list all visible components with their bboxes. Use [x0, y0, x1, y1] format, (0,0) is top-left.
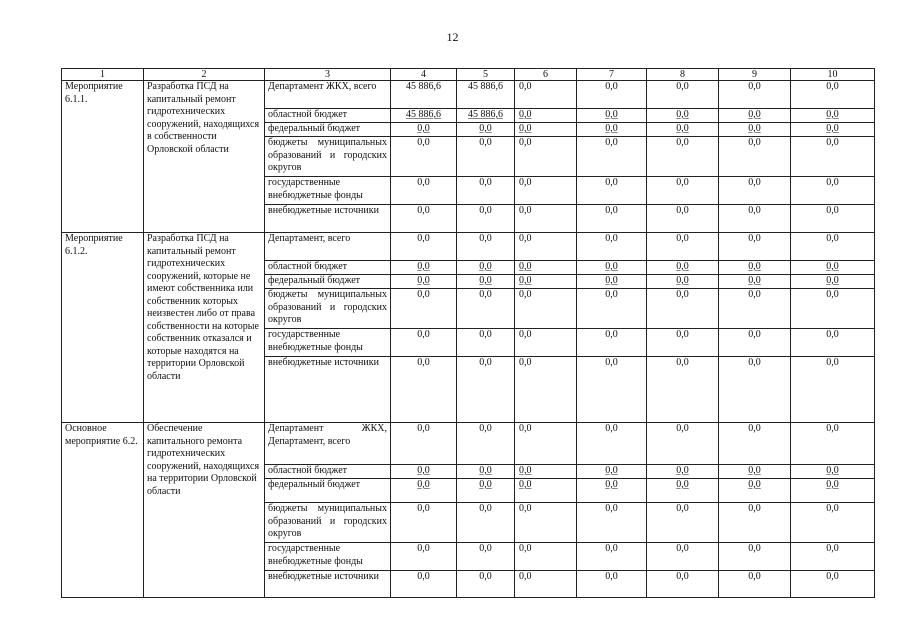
value-cell: 0,0: [577, 177, 647, 205]
value-cell: 0,0: [391, 123, 457, 137]
value-cell: 45 886,6: [457, 81, 515, 109]
value-cell: 0,0: [719, 233, 791, 261]
value-cell: 0,0: [457, 503, 515, 543]
value-cell: 0,0: [457, 261, 515, 275]
funding-source-cell: областной бюджет: [265, 465, 391, 479]
value-cell: 0,0: [577, 543, 647, 571]
value-cell: 0,0: [719, 543, 791, 571]
header-row: [62, 69, 875, 81]
activity-cell: Мероприятие 6.1.1.: [62, 81, 144, 233]
value-cell: 0,0: [577, 81, 647, 109]
column-header: 5: [457, 69, 515, 81]
table-row: [62, 81, 875, 109]
value-cell: 0,0: [515, 275, 577, 289]
value-cell: 0,0: [515, 329, 577, 357]
value-cell: 0,0: [791, 503, 875, 543]
value-cell: 0,0: [791, 109, 875, 123]
value-cell: 0,0: [647, 205, 719, 233]
value-cell: 0,0: [515, 479, 577, 503]
funding-source-cell: внебюджетные источники: [265, 357, 391, 423]
value-cell: 0,0: [791, 137, 875, 177]
funding-source-cell: областной бюджет: [265, 261, 391, 275]
value-cell: 0,0: [647, 479, 719, 503]
value-cell: 0,0: [515, 289, 577, 329]
value-cell: 0,0: [577, 329, 647, 357]
value-cell: 45 886,6: [457, 109, 515, 123]
value-cell: 0,0: [457, 137, 515, 177]
column-header: 10: [791, 69, 875, 81]
funding-source-cell: государственные внебюджетные фонды: [265, 177, 391, 205]
value-cell: 0,0: [457, 543, 515, 571]
column-header: 3: [265, 69, 391, 81]
value-cell: 0,0: [647, 177, 719, 205]
value-cell: 0,0: [577, 109, 647, 123]
funding-source-cell: Департамент, всего: [265, 233, 391, 261]
value-cell: 0,0: [391, 503, 457, 543]
value-cell: 0,0: [647, 109, 719, 123]
value-cell: 0,0: [457, 205, 515, 233]
value-cell: 0,0: [457, 289, 515, 329]
table-row: [62, 233, 875, 261]
value-cell: 0,0: [719, 479, 791, 503]
value-cell: 0,0: [457, 479, 515, 503]
value-cell: 0,0: [391, 177, 457, 205]
funding-source-cell: бюджеты муниципальных образований и городских округов: [265, 503, 391, 543]
value-cell: 0,0: [391, 289, 457, 329]
funding-source-cell: государственные внебюджетные фонды: [265, 543, 391, 571]
value-cell: 0,0: [791, 275, 875, 289]
value-cell: 0,0: [515, 109, 577, 123]
value-cell: 0,0: [515, 357, 577, 423]
funding-source-cell: Департамент ЖКХ, всего: [265, 81, 391, 109]
funding-source-cell: федеральный бюджет: [265, 479, 391, 503]
value-cell: 0,0: [647, 233, 719, 261]
value-cell: 0,0: [719, 329, 791, 357]
value-cell: 0,0: [577, 123, 647, 137]
value-cell: 0,0: [515, 177, 577, 205]
value-cell: 0,0: [719, 123, 791, 137]
value-cell: 0,0: [791, 423, 875, 465]
value-cell: 0,0: [647, 329, 719, 357]
value-cell: 0,0: [457, 571, 515, 598]
value-cell: 0,0: [457, 423, 515, 465]
value-cell: 0,0: [719, 289, 791, 329]
value-cell: 0,0: [719, 275, 791, 289]
value-cell: 0,0: [391, 329, 457, 357]
value-cell: 0,0: [577, 423, 647, 465]
value-cell: 0,0: [647, 503, 719, 543]
value-cell: 0,0: [791, 261, 875, 275]
column-header: 4: [391, 69, 457, 81]
value-cell: 45 886,6: [391, 109, 457, 123]
value-cell: 0,0: [791, 465, 875, 479]
value-cell: 0,0: [457, 233, 515, 261]
value-cell: 0,0: [647, 275, 719, 289]
value-cell: 0,0: [391, 423, 457, 465]
value-cell: 0,0: [791, 329, 875, 357]
value-cell: 0,0: [719, 571, 791, 598]
value-cell: 0,0: [577, 205, 647, 233]
value-cell: 0,0: [391, 275, 457, 289]
value-cell: 0,0: [647, 137, 719, 177]
value-cell: 0,0: [791, 543, 875, 571]
value-cell: 0,0: [457, 329, 515, 357]
value-cell: 0,0: [391, 479, 457, 503]
value-cell: 0,0: [791, 357, 875, 423]
column-header: 8: [647, 69, 719, 81]
page-number: 12: [446, 30, 459, 44]
value-cell: 0,0: [391, 137, 457, 177]
funding-source-cell: государственные внебюджетные фонды: [265, 329, 391, 357]
funding-source-cell: федеральный бюджет: [265, 123, 391, 137]
column-header: 7: [577, 69, 647, 81]
funding-source-cell: федеральный бюджет: [265, 275, 391, 289]
description-cell: Разработка ПСД на капитальный ремонт гидротехнических сооружений, находящихся в собственности Орловской области: [144, 81, 265, 233]
value-cell: 0,0: [719, 423, 791, 465]
value-cell: 0,0: [647, 123, 719, 137]
value-cell: 0,0: [391, 205, 457, 233]
column-header: 2: [144, 69, 265, 81]
value-cell: 0,0: [391, 543, 457, 571]
value-cell: 0,0: [577, 357, 647, 423]
activity-cell: Мероприятие 6.1.2.: [62, 233, 144, 423]
value-cell: 0,0: [457, 177, 515, 205]
value-cell: 0,0: [719, 109, 791, 123]
value-cell: 0,0: [577, 233, 647, 261]
value-cell: 0,0: [647, 261, 719, 275]
value-cell: 0,0: [791, 205, 875, 233]
value-cell: 0,0: [719, 177, 791, 205]
value-cell: 0,0: [515, 81, 577, 109]
value-cell: 0,0: [515, 233, 577, 261]
value-cell: 0,0: [457, 465, 515, 479]
budget-table: [61, 68, 875, 598]
value-cell: 0,0: [515, 205, 577, 233]
funding-source-cell: внебюджетные источники: [265, 571, 391, 598]
value-cell: 0,0: [791, 571, 875, 598]
value-cell: 0,0: [647, 465, 719, 479]
value-cell: 0,0: [391, 261, 457, 275]
funding-source-cell: бюджеты муниципальных образований и городских округов: [265, 289, 391, 329]
value-cell: 0,0: [719, 261, 791, 275]
value-cell: 0,0: [647, 289, 719, 329]
funding-source-cell: Департамент ЖКХ, Департамент, всего: [265, 423, 391, 465]
value-cell: 0,0: [647, 81, 719, 109]
value-cell: 0,0: [647, 423, 719, 465]
description-cell: Разработка ПСД на капитальный ремонт гидротехнических сооружений, которые не имеют собственника или собственник которых неизвестен либо от права собственности на которые собственник отказался и которые находятся на территории Орловской области: [144, 233, 265, 423]
value-cell: 0,0: [719, 357, 791, 423]
value-cell: 0,0: [577, 571, 647, 598]
value-cell: 0,0: [457, 357, 515, 423]
activity-cell: Основное мероприятие 6.2.: [62, 423, 144, 598]
value-cell: 0,0: [515, 423, 577, 465]
value-cell: 0,0: [647, 357, 719, 423]
column-header: 1: [62, 69, 144, 81]
funding-source-cell: бюджеты муниципальных образований и городских округов: [265, 137, 391, 177]
value-cell: 0,0: [515, 137, 577, 177]
description-cell: Обеспечение капитального ремонта гидротехнических сооружений, находящихся на территории Орловской области: [144, 423, 265, 598]
value-cell: 0,0: [515, 261, 577, 275]
value-cell: 45 886,6: [391, 81, 457, 109]
value-cell: 0,0: [457, 275, 515, 289]
value-cell: 0,0: [719, 81, 791, 109]
value-cell: 0,0: [391, 357, 457, 423]
value-cell: 0,0: [515, 465, 577, 479]
table-row: [62, 423, 875, 465]
value-cell: 0,0: [391, 465, 457, 479]
column-header: 6: [515, 69, 577, 81]
value-cell: 0,0: [515, 543, 577, 571]
value-cell: 0,0: [577, 503, 647, 543]
value-cell: 0,0: [791, 123, 875, 137]
funding-source-cell: областной бюджет: [265, 109, 391, 123]
value-cell: 0,0: [647, 543, 719, 571]
value-cell: 0,0: [391, 233, 457, 261]
value-cell: 0,0: [647, 571, 719, 598]
value-cell: 0,0: [577, 137, 647, 177]
value-cell: 0,0: [515, 571, 577, 598]
value-cell: 0,0: [791, 479, 875, 503]
funding-source-cell: внебюджетные источники: [265, 205, 391, 233]
column-header: 9: [719, 69, 791, 81]
value-cell: 0,0: [457, 123, 515, 137]
value-cell: 0,0: [791, 233, 875, 261]
value-cell: 0,0: [719, 465, 791, 479]
value-cell: 0,0: [577, 261, 647, 275]
value-cell: 0,0: [577, 465, 647, 479]
value-cell: 0,0: [515, 503, 577, 543]
value-cell: 0,0: [719, 137, 791, 177]
value-cell: 0,0: [719, 503, 791, 543]
value-cell: 0,0: [791, 177, 875, 205]
value-cell: 0,0: [791, 289, 875, 329]
value-cell: 0,0: [719, 205, 791, 233]
value-cell: 0,0: [791, 81, 875, 109]
value-cell: 0,0: [577, 479, 647, 503]
value-cell: 0,0: [577, 275, 647, 289]
value-cell: 0,0: [577, 289, 647, 329]
table-body: [62, 81, 875, 598]
value-cell: 0,0: [391, 571, 457, 598]
value-cell: 0,0: [515, 123, 577, 137]
